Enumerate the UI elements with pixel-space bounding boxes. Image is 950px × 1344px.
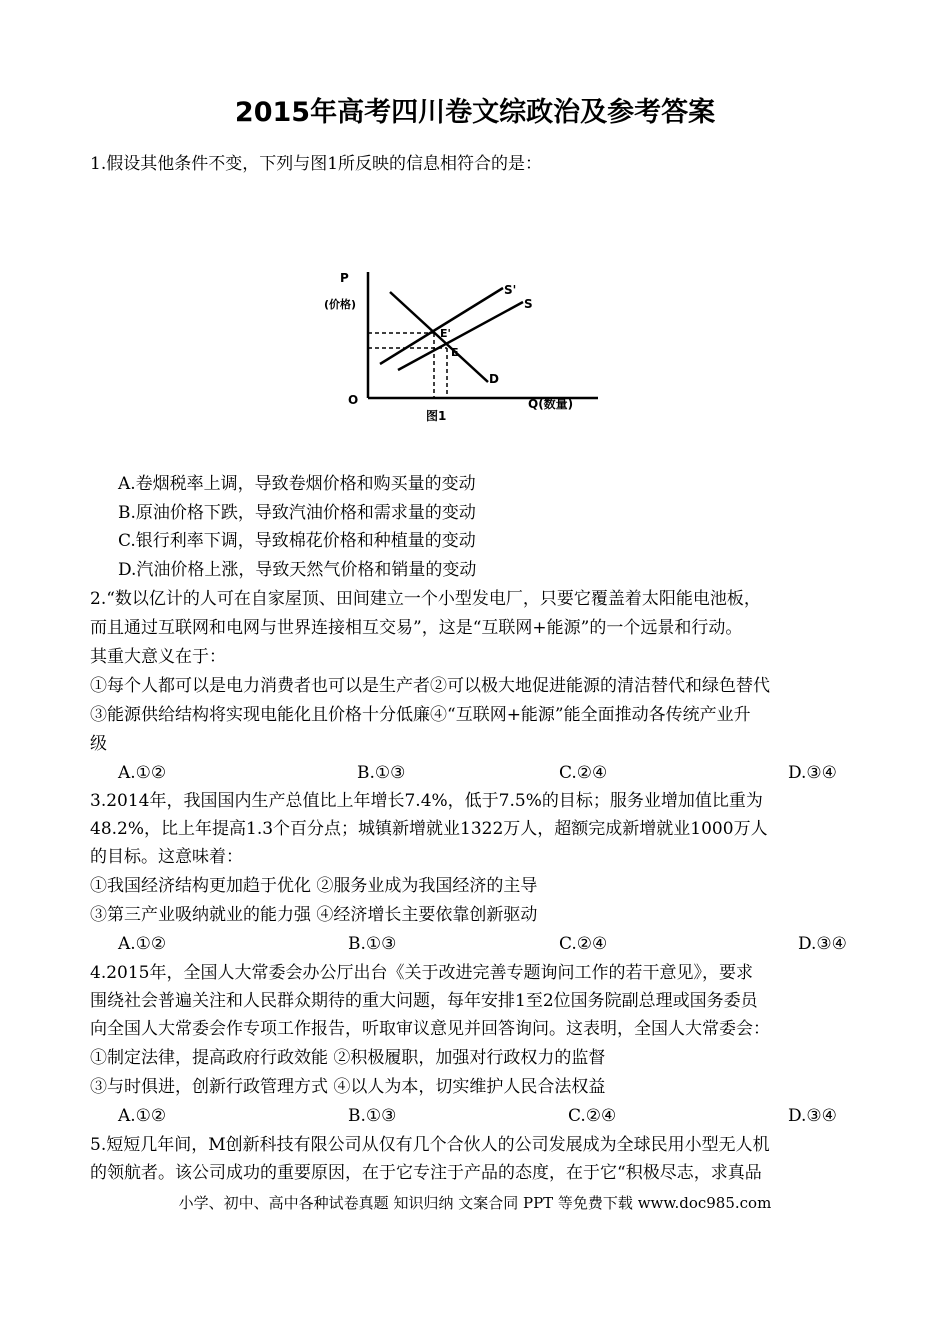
q2-line: ③能源供给结构将实现电能化且价格十分低廉④“互联网+能源”能全面推动各传统产业升 bbox=[90, 705, 751, 725]
s-label: S bbox=[524, 297, 533, 311]
q3-line: ③第三产业吸纳就业的能力强 ④经济增长主要依靠创新驱动 bbox=[90, 905, 538, 925]
figure-caption: 图1 bbox=[426, 409, 447, 423]
q4-choice-d: D.③④ bbox=[788, 1106, 837, 1126]
s-prime-label: S' bbox=[504, 283, 517, 297]
q1-option-c: C.银行利率下调，导致棉花价格和种植量的变动 bbox=[118, 531, 476, 551]
q2-line: 其重大意义在于： bbox=[90, 647, 226, 667]
price-label: (价格) bbox=[324, 298, 357, 311]
q-axis-label: Q(数量) bbox=[528, 397, 574, 411]
e-prime-label: E' bbox=[440, 327, 451, 340]
q2-line: 而且通过互联网和电网与世界连接相互交易”，这是“互联网+能源”的一个远景和行动。 bbox=[90, 618, 743, 638]
q5-line: 的领航者。该公司成功的重要原因，在于它专注于产品的态度，在于它“积极尽志，求真品 bbox=[90, 1163, 762, 1183]
page-footer: 小学、初中、高中各种试卷真题 知识归纳 文案合同 PPT 等免费下载 www.doc985.com bbox=[178, 1194, 772, 1212]
q2-choice-b: B.①③ bbox=[357, 763, 406, 783]
q3-line: 3.2014年，我国国内生产总值比上年增长7.4%，低于7.5%的目标；服务业增加值比重为 bbox=[90, 791, 763, 811]
q3-choice-d: D.③④ bbox=[798, 934, 847, 954]
q4-choice-a: A.①② bbox=[118, 1106, 167, 1126]
q4-line: ③与时俱进，创新行政管理方式 ④以人为本，切实维护人民合法权益 bbox=[90, 1077, 606, 1097]
supply-line-s bbox=[398, 302, 523, 370]
q1-option-a: A.卷烟税率上调，导致卷烟价格和购买量的变动 bbox=[118, 474, 476, 494]
q3-line: 的目标。这意味着： bbox=[90, 847, 243, 867]
q4-choice-c: C.②④ bbox=[568, 1106, 617, 1126]
q4-choice-b: B.①③ bbox=[348, 1106, 397, 1126]
q2-choice-d: D.③④ bbox=[788, 763, 837, 783]
q4-line: 向全国人大常委会作专项工作报告，听取审议意见并回答询问。这表明，全国人大常委会： bbox=[90, 1019, 770, 1039]
q3-choice-a: A.①② bbox=[118, 934, 167, 954]
q3-choice-c: C.②④ bbox=[559, 934, 608, 954]
q2-line: 级 bbox=[90, 734, 107, 754]
q1-option-b: B.原油价格下跌，导致汽油价格和需求量的变动 bbox=[118, 503, 476, 523]
q2-choice-c: C.②④ bbox=[559, 763, 608, 783]
q4-line: 4.2015年，全国人大常委会办公厅出台《关于改进完善专题询问工作的若干意见》，要求 bbox=[90, 963, 753, 983]
page-title: 2015年高考四川卷文综政治及参考答案 bbox=[234, 97, 716, 128]
supply-demand-figure bbox=[318, 262, 638, 432]
q2-choice-a: A.①② bbox=[118, 763, 167, 783]
q3-line: ①我国经济结构更加趋于优化 ②服务业成为我国经济的主导 bbox=[90, 876, 538, 896]
q1-option-d: D.汽油价格上涨，导致天然气价格和销量的变动 bbox=[118, 560, 477, 580]
q5-line: 5.短短几年间，M创新科技有限公司从仅有几个合伙人的公司发展成为全球民用小型无人机 bbox=[90, 1135, 770, 1155]
q3-choice-b: B.①③ bbox=[348, 934, 397, 954]
q2-line: ①每个人都可以是电力消费者也可以是生产者②可以极大地促进能源的清洁替代和绿色替代 bbox=[90, 676, 770, 696]
q4-line: 围绕社会普遍关注和人民群众期待的重大问题，每年安排1至2位国务院副总理或国务委员 bbox=[90, 991, 758, 1011]
q3-line: 48.2%，比上年提高1.3个百分点；城镇新增就业1322万人，超额完成新增就业1000万人 bbox=[90, 819, 768, 839]
q2-line: 2.“数以亿计的人可在自家屋顶、田间建立一个小型发电厂，只要它覆盖着太阳能电池板， bbox=[90, 589, 761, 609]
p-axis-label: P bbox=[340, 271, 349, 285]
d-label: D bbox=[489, 372, 499, 386]
e-label: E bbox=[451, 346, 459, 359]
q1-stem: 1.假设其他条件不变，下列与图1所反映的信息相符合的是： bbox=[90, 154, 543, 174]
origin-label: O bbox=[348, 393, 359, 407]
q4-line: ①制定法律，提高政府行政效能 ②积极履职，加强对行政权力的监督 bbox=[90, 1048, 606, 1068]
